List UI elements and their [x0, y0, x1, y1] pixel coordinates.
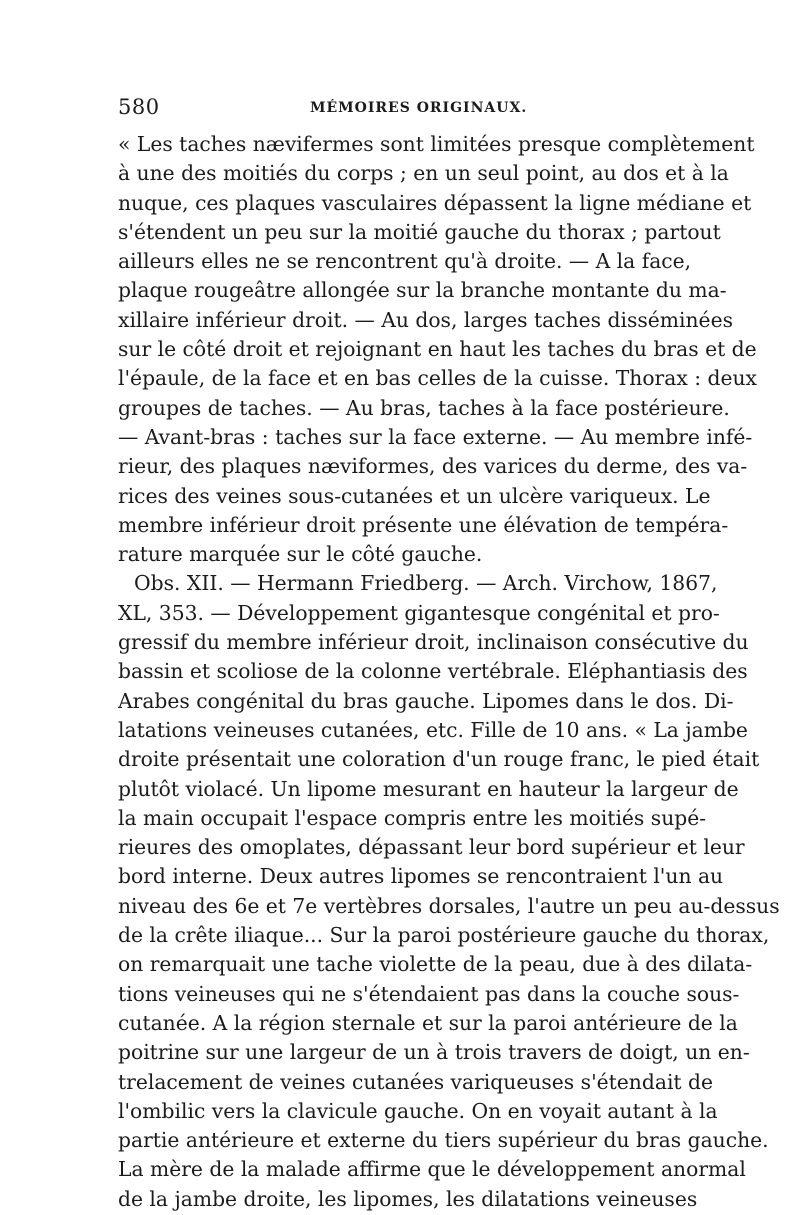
text-line: partie antérieure et externe du tiers supérieur du bras gauche. — [118, 1128, 769, 1153]
running-head: MÉMOIRES ORIGINAUX. — [310, 100, 528, 116]
text-line: ailleurs elles ne se rencontrent qu'à droite. — A la face, — [118, 249, 692, 274]
text-line: de la crête iliaque... Sur la paroi postérieure gauche du thorax, — [118, 923, 770, 948]
text-line: La mère de la malade affirme que le développement anormal — [118, 1157, 746, 1182]
text-line: gressif du membre inférieur droit, inclinaison consécutive du — [118, 630, 749, 655]
text-line: bord interne. Deux autres lipomes se rencontraient l'un au — [118, 864, 724, 889]
text-line: membre inférieur droit présente une élévation de tempéra- — [118, 512, 729, 537]
body-text — [118, 130, 780, 1214]
text-line: Obs. XII. — Hermann Friedberg. — Arch. Virchow, 1867, — [134, 571, 718, 596]
text-line: droite présentait une coloration d'un rouge franc, le pied était — [118, 747, 760, 772]
text-line: « Les taches nævifermes sont limitées presque complètement — [118, 132, 755, 156]
text-line: poitrine sur une largeur de un à trois travers de doigt, un en- — [118, 1040, 750, 1065]
text-line: niveau des 6e et 7e vertèbres dorsales, l'autre un peu au-dessus — [118, 893, 780, 918]
text-line: la main occupait l'espace compris entre les moitiés supé- — [118, 805, 707, 830]
text-line: latations veineuses cutanées, etc. Fille de 10 ans. « La jambe — [118, 717, 748, 742]
text-line: — Avant-bras : taches sur la face externe. — Au membre infé- — [118, 424, 753, 449]
text-line: l'épaule, de la face et en bas celles de la cuisse. Thorax : deux — [118, 366, 757, 391]
text-line: groupes de taches. — Au bras, taches à la face postérieure. — [118, 395, 730, 420]
text-line: l'ombilic vers la clavicule gauche. On en voyait autant à la — [118, 1098, 718, 1123]
page-number: 580 — [118, 95, 160, 119]
text-line: rieures des omoplates, dépassant leur bord supérieur et leur — [118, 835, 745, 860]
text-line: sur le côté droit et rejoignant en haut les taches du bras et de — [118, 337, 757, 362]
text-line: XL, 353. — Développement gigantesque congénital et pro- — [118, 600, 720, 625]
text-line: cutanée. A la région sternale et sur la paroi antérieure de la — [118, 1010, 738, 1035]
text-line: tions veineuses qui ne s'étendaient pas dans la couche sous- — [118, 981, 740, 1006]
text-line: rices des veines sous-cutanées et un ulcère variqueux. Le — [118, 483, 711, 508]
text-line: rature marquée sur le côté gauche. — [118, 542, 483, 567]
text-line: rieur, des plaques næviformes, des varices du derme, des va- — [118, 454, 748, 479]
text-line: à une des moitiés du corps ; en un seul point, au dos et à la — [118, 161, 729, 186]
text-line: de la jambe droite, les lipomes, les dilatations veineuses — [118, 1186, 698, 1211]
text-line: plaque rougeâtre allongée sur la branche montante du ma- — [118, 278, 727, 303]
page-header — [118, 95, 678, 125]
text-line: xillaire inférieur droit. — Au dos, larges taches disséminées — [118, 307, 733, 332]
text-line: s'étendent un peu sur la moitié gauche du thorax ; partout — [118, 219, 721, 244]
text-line: trelacement de veines cutanées variqueuses s'étendait de — [118, 1069, 714, 1094]
text-line: on remarquait une tache violette de la peau, due à des dilata- — [118, 952, 753, 977]
text-line: Arabes congénital du bras gauche. Lipomes dans le dos. Di- — [118, 688, 734, 713]
text-line: bassin et scoliose de la colonne vertébrale. Eléphantiasis des — [118, 659, 748, 684]
text-line: nuque, ces plaques vasculaires dépassent la ligne médiane et — [118, 190, 752, 215]
text-line: plutôt violacé. Un lipome mesurant en hauteur la largeur de — [118, 776, 739, 801]
